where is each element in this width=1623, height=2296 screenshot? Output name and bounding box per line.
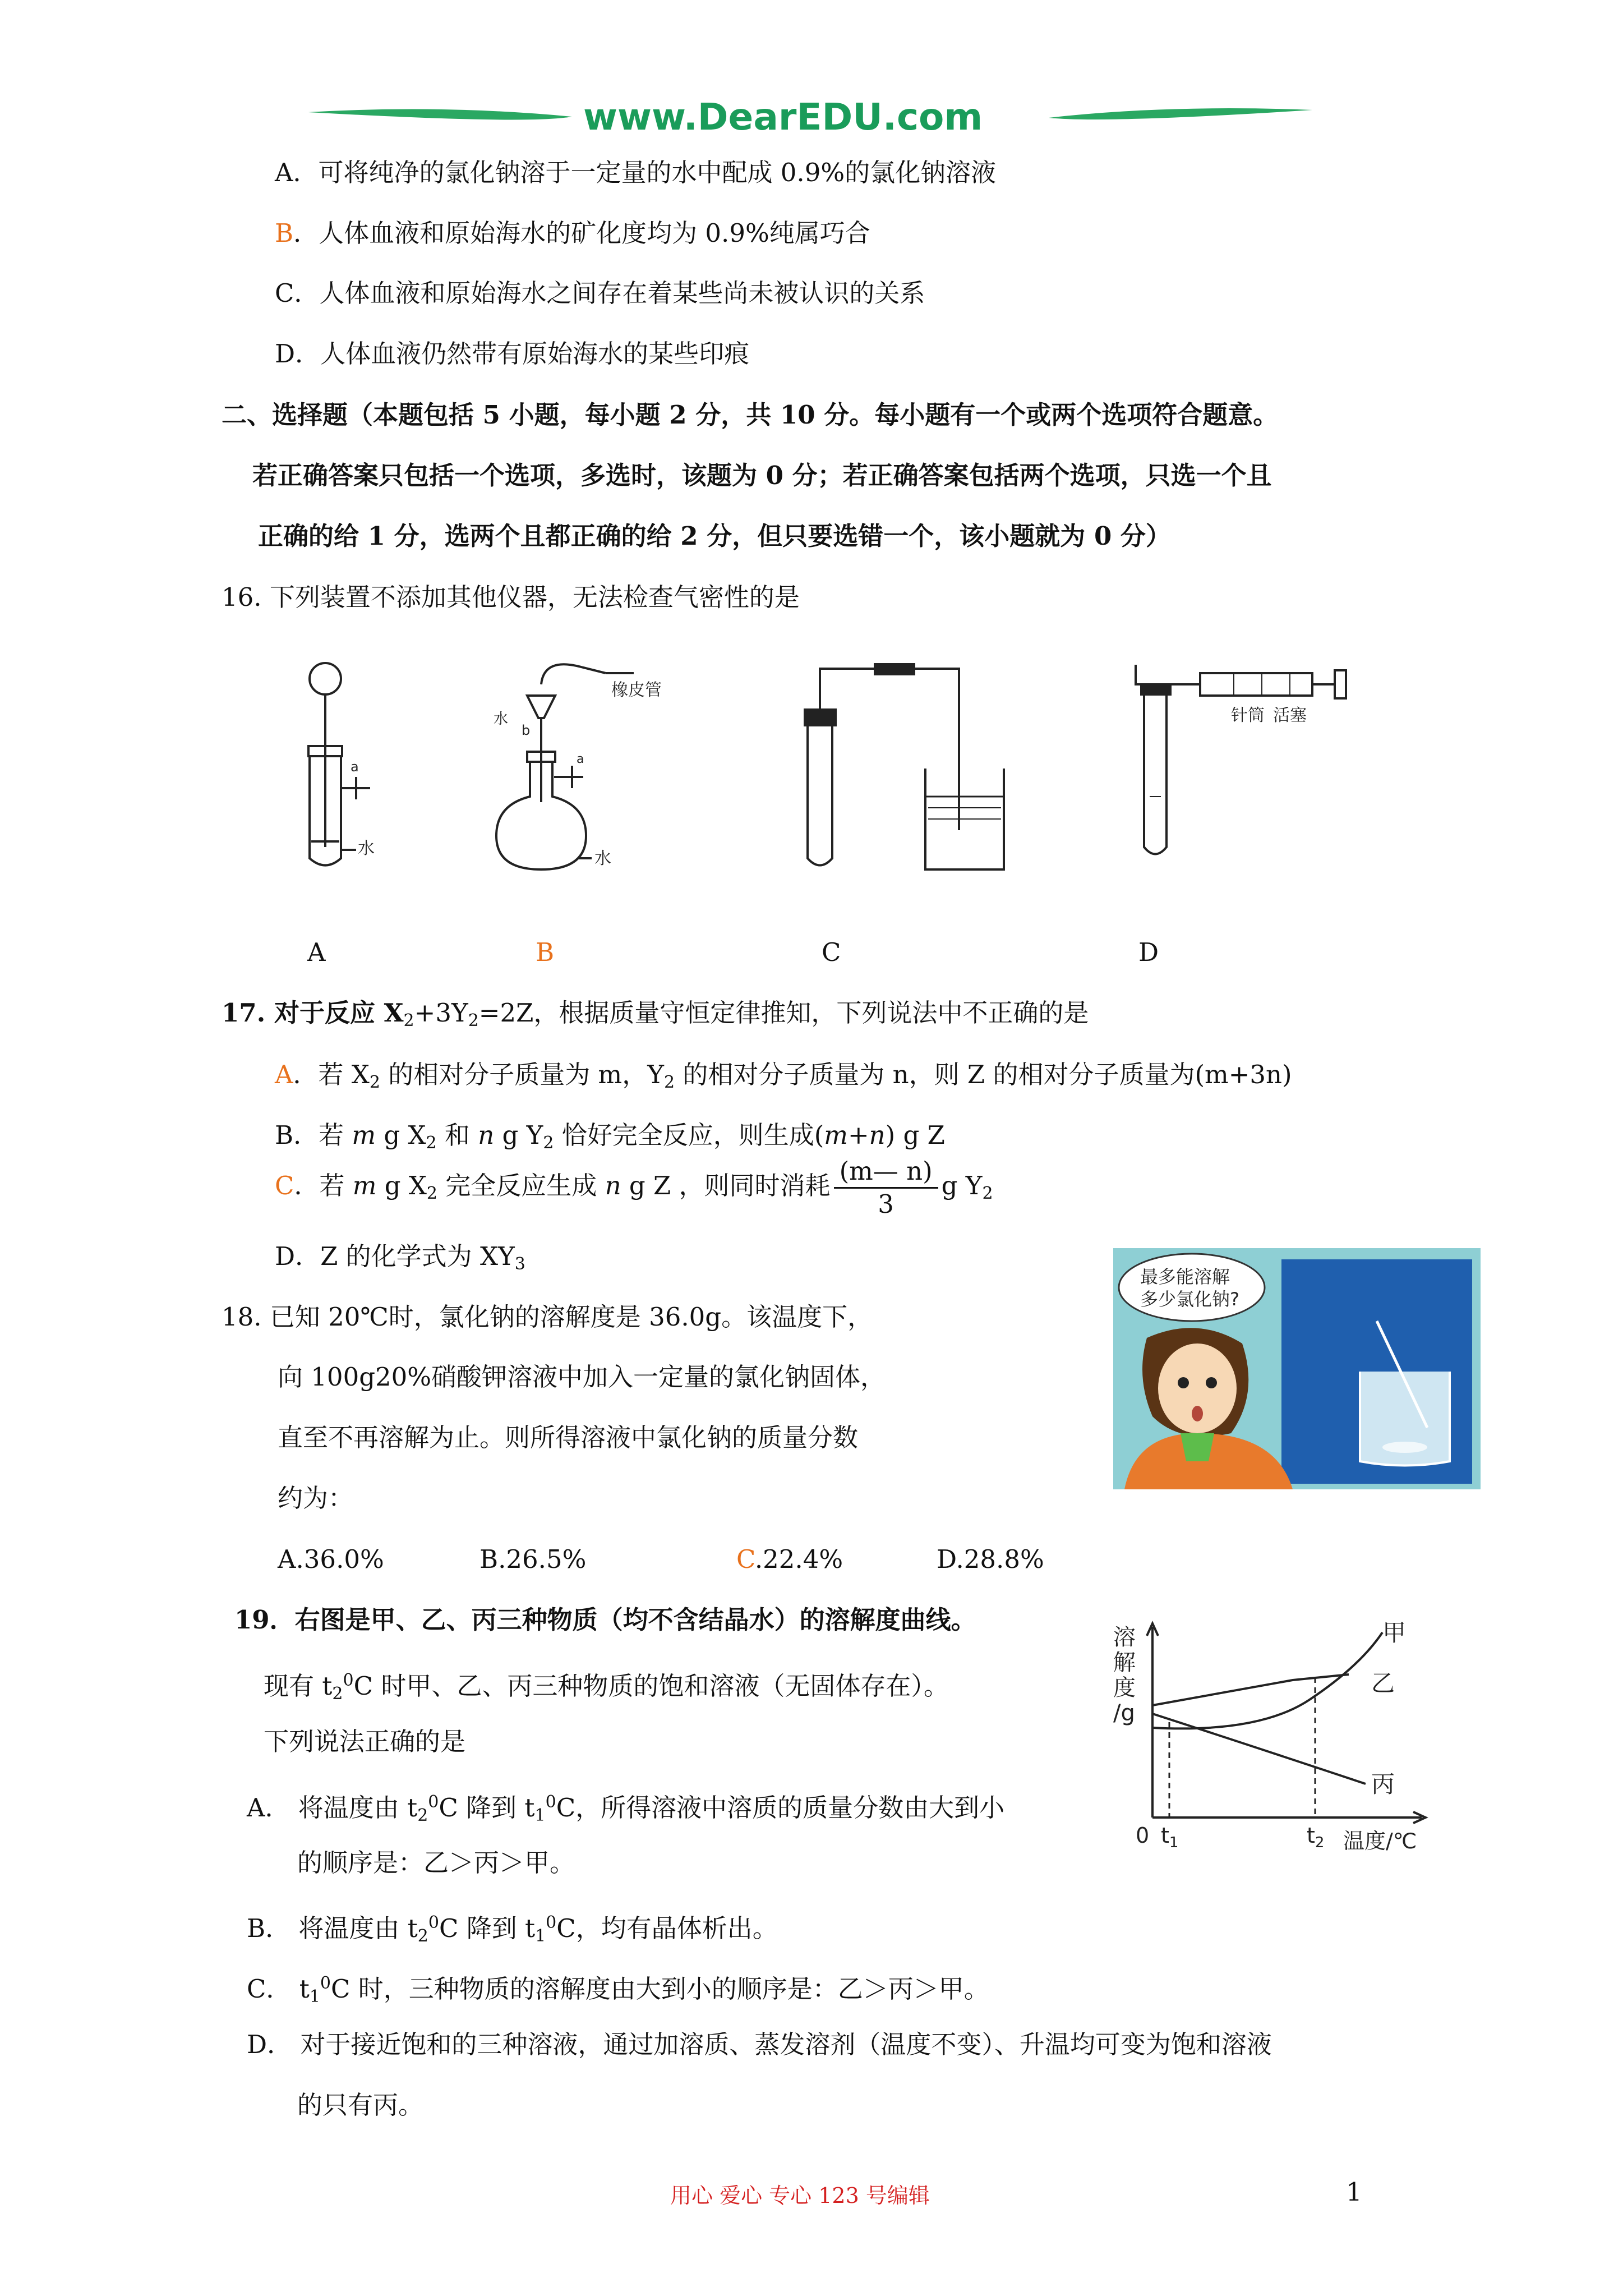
q17-option-b: B．若 m g $X_2$ 和 n g $Y_2$ 恰好完全反应，则生成(m+n) g Z — [275, 1120, 945, 1153]
q17-option-c: C．若 m g $X_2$ 完全反应生成 n g Z ，则同时消耗 $\frac{(m— n)}{3}$ g $Y_2$ — [275, 1156, 993, 1219]
label-water-a: 水 — [358, 839, 375, 858]
q16-stem: 16. 下列装置不添加其他仪器，无法检查气密性的是 — [222, 582, 800, 612]
section2-line2: 若正确答案只包括一个选项，多选时，该题为 0 分；若正确答案包括两个选项，只选一个且 — [252, 461, 1272, 490]
q15-option-d: D．人体血液仍然带有原始海水的某些印痕 — [275, 339, 750, 369]
q19-option-a: A． 将温度由 $t_2^0C$ 降到 $t_1^0C$，所得溶液中溶质的质量分数由大到小 — [247, 1792, 1005, 1825]
q16-apparatus-figures — [280, 656, 1402, 892]
q19-option-d: D． 对于接近饱和的三种溶液，通过加溶质、蒸发溶剂（温度不变）、升温均可变为饱和溶液 — [247, 2030, 1272, 2059]
q19-option-b: B． 将温度由 $t_2^0C$ 降到 $t_1^0C$，均有晶体析出。 — [247, 1913, 778, 1946]
label-a: a — [351, 759, 359, 775]
q18-option-b: B.26.5% — [479, 1544, 587, 1574]
graph-ylabel-2: 解 — [1113, 1650, 1136, 1676]
q16-label-d: D — [1138, 937, 1159, 967]
page-number: 1 — [1346, 2177, 1362, 2207]
q19-option-a-line2: 的顺序是：乙＞丙＞甲。 — [297, 1848, 575, 1878]
q16-label-c: C — [822, 937, 841, 967]
q17-stem: 17. 对于反应 $X_2+3Y_2=2Z$，根据质量守恒定律推知，下列说法中不正确的是 — [222, 998, 1089, 1030]
curve-yi — [1152, 1674, 1349, 1705]
graph-ylabel-3: 度 — [1113, 1675, 1136, 1701]
q19-line3: 下列说法正确的是 — [264, 1727, 466, 1756]
graph-xlabel: 温度/℃ — [1343, 1829, 1417, 1853]
bubble-text-1: 最多能溶解 — [1140, 1266, 1230, 1287]
section2-line3: 正确的给 1 分，选两个且都正确的给 2 分，但只要选错一个，该小题就为 0 分） — [258, 521, 1171, 551]
solubility-graph — [1108, 1616, 1461, 1857]
q18-line2: 向 100g20%硝酸钾溶液中加入一定量的氯化钠固体， — [278, 1362, 886, 1392]
label-rubber-tube: 橡皮管 — [611, 680, 662, 700]
q15-option-b-letter: B — [275, 218, 294, 248]
apparatus-d — [1136, 665, 1346, 854]
q15-option-b-text: ．人体血液和原始海水的矿化度均为 0.9%纯属巧合 — [293, 218, 870, 248]
label-water-b-top: 水 — [494, 711, 509, 728]
section2-line1: 二、选择题（本题包括 5 小题，每小题 2 分，共 10 分。每小题有一个或两个选项符合题意。 — [222, 400, 1279, 430]
graph-ylabel-4: /g — [1113, 1700, 1135, 1726]
q18-line4: 约为： — [278, 1483, 354, 1513]
q15-option-c: C．人体血液和原始海水之间存在着某些尚未被认识的关系 — [275, 278, 925, 308]
apparatus-a — [308, 663, 375, 866]
graph-label-bing: 丙 — [1371, 1770, 1395, 1798]
bubble-text-2: 多少氯化钠? — [1140, 1289, 1239, 1310]
fraction: $\frac{(m— n)}{3}$ — [834, 1156, 938, 1220]
q18-option-c: C.22.4% — [736, 1544, 843, 1574]
q18-line1: 18. 已知 20℃时，氯化钠的溶解度是 36.0g。该温度下， — [222, 1302, 873, 1332]
graph-label-jia: 甲 — [1382, 1619, 1407, 1646]
curve-jia — [1152, 1632, 1382, 1728]
label-a-b: a — [577, 752, 584, 766]
apparatus-b — [494, 664, 662, 869]
graph-t1: $t_1$ — [1161, 1823, 1179, 1851]
q19-option-c: C． $t_1^0C$ 时，三种物质的溶解度由大到小的顺序是：乙＞丙＞甲。 — [247, 1973, 989, 2007]
q19-line2: 现有 $t_2^0C$ 时甲、乙、丙三种物质的饱和溶液（无固体存在）。 — [264, 1671, 949, 1704]
q19-line1: 19．右图是甲、乙、丙三种物质（均不含结晶水）的溶解度曲线。 — [234, 1605, 976, 1635]
q17-option-d: D．Z 的化学式为 $XY_3$ — [275, 1241, 525, 1274]
graph-label-yi: 乙 — [1371, 1669, 1395, 1697]
q16-label-b: B — [536, 937, 555, 967]
q18-line3: 直至不再溶解为止。则所得溶液中氯化钠的质量分数 — [278, 1423, 859, 1452]
site-title[interactable]: www.DearEDU.com — [583, 95, 983, 139]
label-syringe: 针筒 — [1231, 706, 1265, 725]
label-water-b: 水 — [594, 849, 611, 868]
curve-bing — [1152, 1714, 1366, 1784]
label-b: b — [522, 723, 531, 738]
q16-label-a: A — [307, 937, 326, 967]
q18-option-a: A.36.0% — [278, 1544, 384, 1574]
apparatus-c — [805, 664, 1004, 869]
q19-option-d-line2: 的只有丙。 — [297, 2090, 424, 2120]
q18-illustration — [1113, 1248, 1481, 1489]
footer-text: 用心 爱心 专心 123 号编辑 — [670, 2183, 930, 2208]
q15-option-b — [275, 218, 870, 249]
label-plunger: 活塞 — [1273, 706, 1307, 725]
q17-option-a: A．若 $X_2$ 的相对分子质量为 m，$Y_2$ 的相对分子质量为 n，则 Z 的相对分子质量为(m+3n) — [275, 1060, 1292, 1092]
graph-t2: $t_2$ — [1307, 1823, 1325, 1851]
q15-option-a: A．可将纯净的氯化钠溶于一定量的水中配成 0.9%的氯化钠溶液 — [275, 158, 997, 187]
graph-ylabel-1: 溶 — [1113, 1625, 1136, 1650]
graph-origin: 0 — [1136, 1823, 1150, 1848]
q18-option-d: D.28.8% — [937, 1544, 1044, 1574]
